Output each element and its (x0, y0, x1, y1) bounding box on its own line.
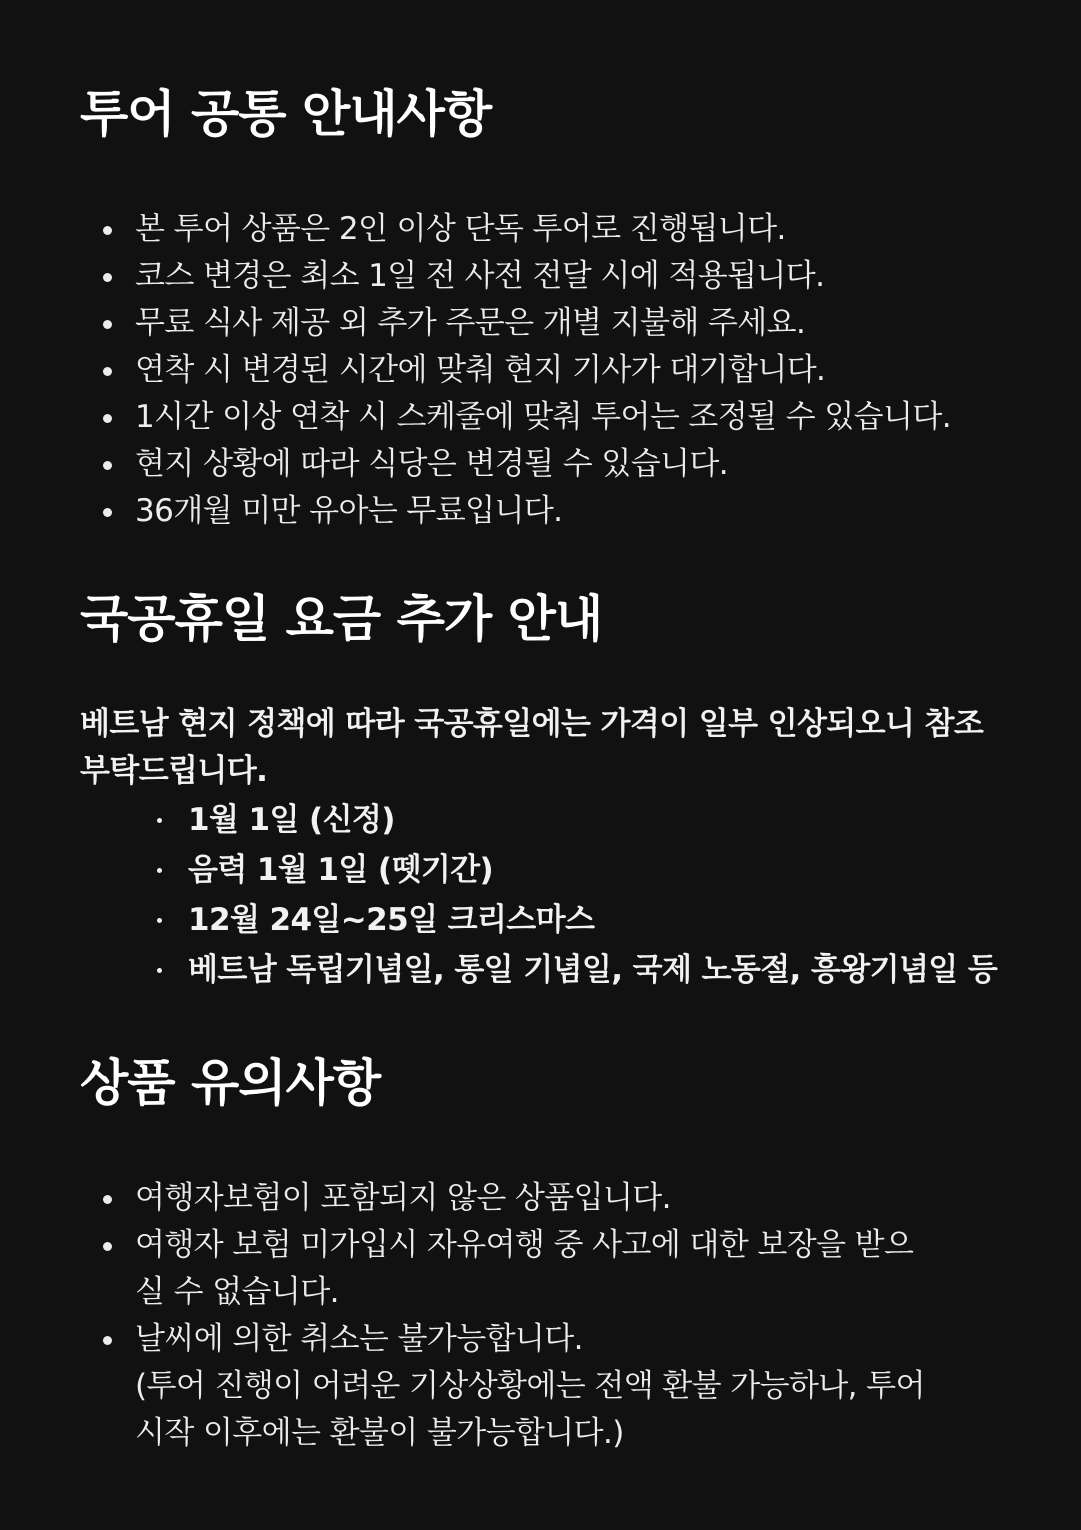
section-title-tour-common-info: 투어 공통 안내사항 (80, 85, 492, 143)
list-item: 1시간 이상 연착 시 스케줄에 맞춰 투어는 조정될 수 있습니다. (80, 394, 1001, 441)
list-item: 현지 상황에 따라 식당은 변경될 수 있습니다. (80, 441, 1001, 488)
holiday-item: 음력 1월 1일 (뗏기간) (80, 845, 1001, 895)
product-notes-list (80, 1175, 1001, 1457)
tour-common-info-list (80, 206, 1001, 535)
list-item: 본 투어 상품은 2인 이상 단독 투어로 진행됩니다. (80, 206, 1001, 253)
holiday-item: 베트남 독립기념일, 통일 기념일, 국제 노동절, 흥왕기념일 등 (80, 945, 1001, 995)
list-item (80, 1175, 1001, 1222)
list-item-text: 여행자보험이 포함되지 않은 상품입니다. (135, 1180, 671, 1216)
holiday-item: 12월 24일~25일 크리스마스 (80, 895, 1001, 945)
list-item-text: 여행자 보험 미가입시 자유여행 중 사고에 대한 보장을 받으 (135, 1227, 914, 1263)
list-item (80, 1222, 1001, 1316)
paragraph-line: 베트남 현지 정책에 따라 국공휴일에는 가격이 일부 인상되오니 참조 (80, 706, 984, 742)
section-title-product-notes: 상품 유의사항 (80, 1054, 381, 1112)
holiday-list (80, 795, 1001, 995)
section-title-holiday-surcharge: 국공휴일 요금 추가 안내 (80, 590, 603, 648)
list-item: 무료 식사 제공 외 추가 주문은 개별 지불해 주세요. (80, 300, 1001, 347)
list-item-text: 날씨에 의한 취소는 불가능합니다. (135, 1321, 583, 1357)
list-item-text: 실 수 없습니다. (135, 1274, 339, 1310)
list-item: 연착 시 변경된 시간에 맞춰 현지 기사가 대기합니다. (80, 347, 1001, 394)
holiday-surcharge-paragraph (80, 701, 1001, 795)
list-item (80, 1316, 1001, 1457)
list-item-text: (투어 진행이 어려운 기상상황에는 전액 환불 가능하나, 투어 (135, 1368, 925, 1404)
list-item: 코스 변경은 최소 1일 전 사전 전달 시에 적용됩니다. (80, 253, 1001, 300)
list-item: 36개월 미만 유아는 무료입니다. (80, 488, 1001, 535)
list-item-text: 시작 이후에는 환불이 불가능합니다.) (135, 1415, 624, 1451)
paragraph-line: 부탁드립니다. (80, 753, 268, 789)
holiday-item: 1월 1일 (신정) (80, 795, 1001, 845)
